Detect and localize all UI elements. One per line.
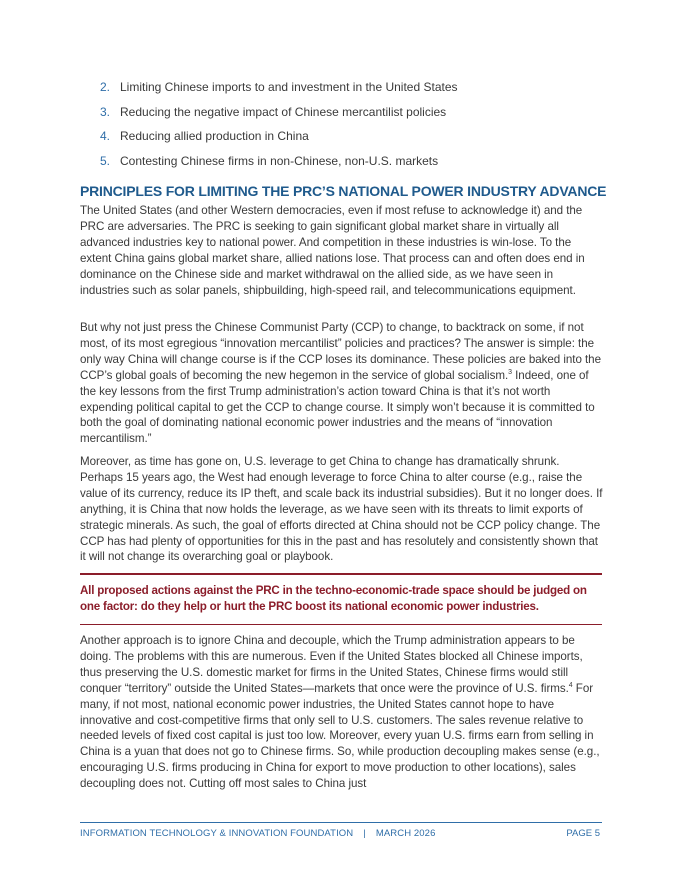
list-text: Reducing allied production in China (120, 129, 309, 143)
footer-org-name: INFORMATION TECHNOLOGY & INNOVATION FOUNDATION (80, 828, 354, 839)
list-item (100, 79, 620, 104)
list-number: 4. (100, 129, 111, 143)
section-heading: PRINCIPLES FOR LIMITING THE PRC’S NATIONAL POWER INDUSTRY ADVANCE (80, 183, 607, 199)
numbered-list (100, 79, 620, 177)
paragraph-ccp-change (80, 320, 605, 447)
paragraph-leverage: Moreover, as time has gone on, U.S. leverage to get China to change has dramatically shrunk. Perhaps 15 years ago, the West had enough leverage to force China to alter course (e.g., raise the value of its currency, reduce its IP theft, and scale back its industrial subsidies). But it no longer does. If anything, it is China that now holds the leverage, as we have seen with its threats to limit exports of strategic minerals. As such, the goal of efforts directed at China should not be CCP policy change. The CCP has had plenty of opportunities for this in the past and has resolutely and consistently shown that it will not change its overarching goal or playbook. (80, 455, 603, 564)
page-number: PAGE 5 (566, 828, 600, 839)
footer-org (80, 828, 435, 839)
list-text: Contesting Chinese firms in non-Chinese, non-U.S. markets (120, 153, 439, 168)
list-number: 3. (100, 104, 111, 119)
list-number: 2. (100, 80, 111, 94)
callout-quote: All proposed actions against the PRC in the techno-economic-trade space should be judged on one factor: do they help or hurt the PRC boost its national economic power industries. (80, 584, 587, 613)
footer-separator: | (363, 828, 366, 839)
footnote-ref-3[interactable]: 3 (508, 368, 512, 376)
footnote-ref-4[interactable]: 4 (568, 681, 573, 689)
list-number: 5. (100, 153, 111, 168)
paragraph-text: Another approach is to ignore China and decouple, which the Trump administration appears to be doing. The problems with this are numerous. Even if the United States blocked all Chinese imports, thus preserving the U.S. domestic market for firms in the United States, Chinese firms would still conquer “territory” outside the United States—markets that once were the province of U.S. firms. (80, 634, 583, 695)
list-item (100, 104, 620, 129)
list-item (100, 128, 620, 153)
list-text: Limiting Chinese imports to and investment in the United States (120, 80, 458, 94)
list-item (100, 153, 620, 178)
footer-rule (80, 822, 602, 823)
paragraph-adversaries: The United States (and other Western democracies, even if most refuse to acknowledge it) and the PRC are adversaries. The PRC is seeking to gain significant global market share in virtually all advanced industries key to national power. And competition in these industries is win-lose. To the extent China gains global market share, allied nations lose. That process can and often does end in dominance on the Chinese side and market withdrawal on the allied side, as we have seen in industries such as solar panels, shipbuilding, high-speed rail, and telecommunications equipment. (80, 204, 585, 297)
callout-top-rule (80, 573, 602, 575)
list-text: Reducing the negative impact of Chinese mercantilist policies (120, 104, 447, 119)
paragraph-text: Indeed, one of the key lessons from the first Trump administration’s action toward China is that it’s not worth expending political capital to get the CCP to change course. It simply won’t because it is committed to both the goal of dominating national economic power industries and the means of “innovation mercantilism.” (80, 368, 595, 446)
footer-date: MARCH 2026 (375, 828, 436, 839)
paragraph-decouple (80, 633, 605, 792)
paragraph-text: For many, if not most, national economic power industries, the United States cannot hope to have innovative and cost-competitive firms that only sell to U.S. customers. The sales revenue relative to needed levels of fixed cost capital is just too low. Moreover, every yuan U.S. firms earn from selling in China is a yuan that does not go to Chinese firms. So, while production decoupling makes sense (e.g., encouraging U.S. firms producing in China for export to move production to other locations), sales decoupling does not. Cutting off most sales to China just (80, 681, 600, 791)
paragraph-text: But why not just press the Chinese Communist Party (CCP) to change, to backtrack on some, if not most, of its most egregious “innovation mercantilist” policies and practices? The answer is simple: the only way China will change course is if the CCP loses its dominance. These policies are baked into the CCP’s global goals of becoming the new hegemon in the service of global socialism. (80, 321, 601, 382)
callout-bottom-rule (80, 624, 602, 625)
